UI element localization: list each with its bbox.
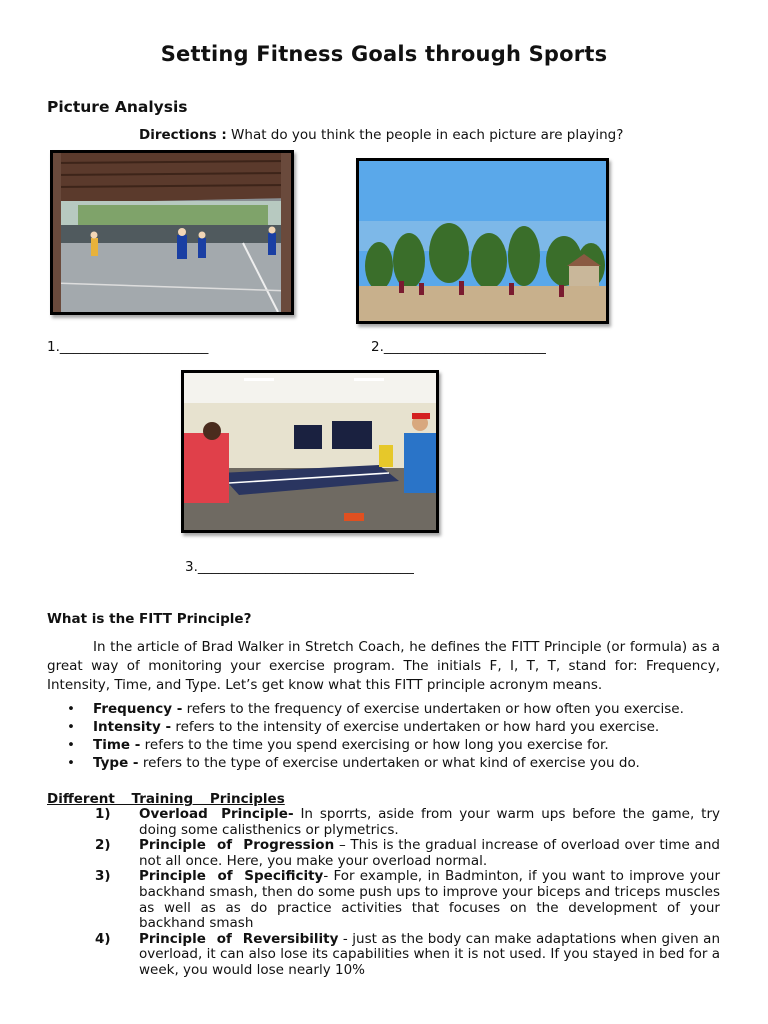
- principle-text: - For example, in Badminton, if you want to improve your backhand smash, then do some push ups to improve your biceps and triceps muscles as well as as do practice activities that focuses on the development of your backhand smash: [139, 868, 721, 932]
- principle-number: 3): [95, 868, 111, 885]
- bullet-time: [47, 736, 737, 754]
- principle-item: [47, 807, 720, 838]
- photo-table-tennis: [181, 370, 439, 533]
- training-principles-list: [47, 807, 720, 979]
- principle-text: – This is the gradual increase of overload over time and not all once. Here, you make your overload normal.: [139, 837, 720, 869]
- bullet-term: Intensity -: [93, 719, 172, 735]
- principle-item: [47, 838, 720, 869]
- principle-name: Principle of Reversibility: [139, 930, 339, 947]
- fitt-paragraph: In the article of Brad Walker in Stretch Coach, he defines the FITT Principle (or formula) as a great way of monitoring your exercise program. The initials F, I, T, T, stand for: Frequency, Intensity, Time, and Type. Let’s get know what this FITT principle acronym means.: [47, 639, 720, 693]
- bullet-dot: •: [67, 701, 75, 717]
- bullet-intensity: [47, 718, 737, 736]
- principle-text: - just as the body can make adaptations when given an overload, it can also lose its capabilities when it is not used. If you stayed in bed for a week, you would lose nearly 10%: [139, 930, 721, 978]
- principle-text: In sporrts, aside from your warm ups before the game, try doing some calisthenics or plymetrics.: [139, 806, 720, 838]
- bullet-type: [47, 754, 737, 772]
- bullet-dot: •: [67, 755, 75, 771]
- answer-blank-1[interactable]: 1.______________________: [47, 339, 209, 355]
- principle-item: [47, 932, 720, 979]
- answer-blank-3[interactable]: 3.________________________________: [185, 559, 414, 575]
- principle-number: 4): [95, 930, 111, 947]
- bullet-frequency: [47, 700, 737, 718]
- principle-name: Overload Principle-: [139, 806, 294, 822]
- directions-text: What do you think the people in each picture are playing?: [226, 127, 624, 143]
- bullet-text: refers to the type of exercise undertaken or what kind of exercise you do.: [138, 755, 640, 771]
- training-heading: Different Training Principles: [47, 791, 285, 807]
- fitt-heading: What is the FITT Principle?: [47, 611, 252, 627]
- bullet-term: Frequency -: [93, 701, 183, 717]
- directions: [139, 127, 623, 143]
- principle-number: 2): [95, 837, 111, 854]
- directions-label: Directions :: [139, 127, 227, 143]
- fitt-bullet-list: [47, 700, 737, 772]
- page-title: Setting Fitness Goals through Sports: [160, 42, 608, 66]
- bullet-dot: •: [67, 737, 75, 753]
- bullet-dot: •: [67, 719, 75, 735]
- section-heading-picture-analysis: Picture Analysis: [47, 98, 188, 116]
- principle-name: Principle of Progression: [139, 837, 335, 854]
- bullet-text: refers to the time you spend exercising or how long you exercise for.: [140, 737, 609, 753]
- bullet-term: Time -: [93, 737, 141, 753]
- bullet-text: refers to the frequency of exercise undertaken or how often you exercise.: [182, 701, 684, 717]
- principle-item: [47, 869, 720, 931]
- photo-outdoor-field: [356, 158, 609, 324]
- principle-number: 1): [95, 806, 111, 822]
- principle-name: Principle of Specificity: [139, 868, 324, 885]
- answer-blank-2[interactable]: 2.________________________: [371, 339, 546, 355]
- photo-indoor-court: [50, 150, 294, 315]
- bullet-term: Type -: [93, 755, 139, 771]
- bullet-text: refers to the intensity of exercise undertaken or how hard you exercise.: [171, 719, 660, 735]
